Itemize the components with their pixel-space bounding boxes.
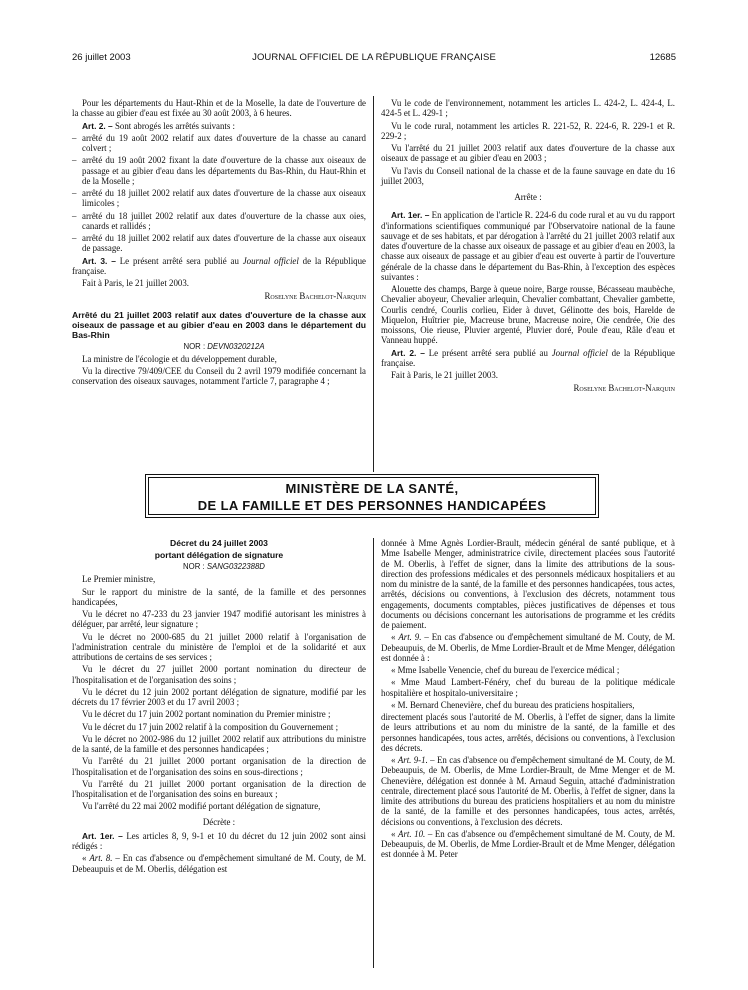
column-top-left — [72, 98, 366, 389]
list-item: – arrêté du 18 juillet 2002 relatif aux dates d'ouverture de la chasse aux oiseaux de passage. — [72, 233, 366, 254]
paragraph: Vu le décret du 17 juin 2002 relatif à la composition du Gouvernement ; — [82, 721, 339, 732]
signature: Roselyne Bachelot-Narquin — [264, 291, 366, 302]
article-label: Art. 1er. – — [82, 830, 123, 841]
article-text: – En cas d'absence ou d'empêchement simultané de M. Couty, de M. Debeaupuis, de M. Oberlis, de Mme Lordier-Brault et de Mme Menger, délégation est donnée à : — [381, 632, 676, 663]
journal-name: Journal officiel — [551, 347, 608, 358]
header-page-number: 12685 — [649, 52, 676, 63]
paragraph: Vu le décret no 2000-685 du 21 juillet 2000 relatif à l'organisation de l'administration centrale du ministère de l'emploi et de la solidarité et aux attributions de certains de ses services ; — [72, 631, 366, 662]
arrete-heading: Arrête : — [514, 192, 542, 202]
paragraph: Vu le décret du 17 juin 2002 portant nomination du Premier ministre ; — [82, 709, 331, 720]
column-divider-bottom — [373, 538, 374, 968]
article-label: Art. 9-1. — [397, 755, 428, 765]
paragraph: Pour les départements du Haut-Rhin et de la Moselle, la date de l'ouverture de la chasse au gibier d'eau est fixée au 30 août 2003, à 6 heures. — [72, 98, 366, 119]
quote-mark: « — [391, 632, 399, 643]
article-8 — [72, 853, 366, 874]
paragraph: donnée à Mme Agnès Lordier-Brault, médecin général de santé publique, et à Mme Isabelle Menger, administratrice civile, directement placées sous l'autorité de M. Oberlis, à l'effet de signer, dans la limite des attributions de la sous-direction des professions médicales et des personnels médicaux hospitaliers et au nom du ministre de la santé, de la famille et des personnes handicapées, tous actes, arrêtés, décisions ou conventions, à l'exclusion des décrets, notamment tous engagements, documents comptables, pièces justificatives de dépenses et tous documents ou décisions concernant les autorisations de programme et les crédits de paiement. — [381, 538, 676, 630]
nor-label: NOR : — [183, 341, 208, 351]
paragraph: « M. Bernard Chenevière, chef du bureau des praticiens hospitaliers, — [391, 699, 635, 710]
paragraph: « Mme Isabelle Venencie, chef du bureau de l'exercice médical ; — [391, 665, 620, 675]
article-label: Art. 3. – — [82, 255, 116, 266]
article-label: Art. 2. – — [82, 120, 113, 131]
paragraph: Sur le rapport du ministre de la santé, de la famille et des personnes handicapées, — [72, 586, 366, 607]
column-divider-top — [373, 96, 374, 472]
article-text: – En cas d'absence ou d'empêchement simultané de M. Couty, de M. Debeaupuis, de M. Oberlis, de Mme Lordier-Brault, de Mme Menger et de M. Chenevière, délégation est donnée à M. Arnaud Seguin, attaché d'administration centrale, directement placé sous l'autorité de M. Oberlis, à l'effet de signer, dans la limite des attributions du bureau des praticiens hospitaliers et au nom du ministre de la santé, de la famille et des personnes handicapées, tous actes, arrêtés, décisions ou conventions, à l'exclusion des décrets. — [381, 755, 676, 827]
article-9-1 — [381, 755, 675, 827]
paragraph: Vu le décret no 2002-986 du 12 juillet 2002 relatif aux attributions du ministre de la santé, de la famille et des personnes handicapées ; — [72, 733, 366, 754]
article-9 — [381, 632, 675, 663]
article-text: de la République française. — [72, 255, 366, 276]
header-journal-title: JOURNAL OFFICIEL DE LA RÉPUBLIQUE FRANÇAISE — [252, 52, 496, 63]
decrete-heading: Décrète : — [202, 816, 236, 827]
nor-reference — [72, 342, 366, 352]
paragraph: Vu l'avis du Conseil national de la chasse et de la faune sauvage en date du 16 juillet 2003, — [381, 165, 675, 186]
article-label: Art. 10. — [398, 828, 426, 839]
article-10 — [381, 829, 675, 860]
article-label: Art. 2. – — [391, 347, 425, 358]
article-label: Art. 8. — [89, 853, 113, 864]
list-item: – arrêté du 18 juillet 2002 relatif aux dates d'ouverture de la chasse aux oies, canards et rallidés ; — [72, 211, 366, 232]
article-text: Le présent arrêté sera publié au — [115, 255, 243, 266]
nor-label: NOR : — [183, 562, 207, 571]
article-text: – En cas d'absence ou d'empêchement simultané de M. Couty, de M. Debeaupuis, de M. Oberlis, de Mme Lordier-Brault et de Mme Menger, délégation est donnée à M. Peter — [381, 828, 676, 860]
column-bottom-left — [72, 538, 366, 876]
ministry-heading-box — [148, 477, 596, 515]
paragraph: Le Premier ministre, — [82, 574, 156, 585]
paragraph: Vu le décret du 12 juin 2002 portant délégation de signature, modifié par les décrets du 17 février 2003 et du 17 avril 2003 ; — [72, 686, 366, 707]
quote-mark: « — [82, 853, 90, 864]
fait-line: Fait à Paris, le 21 juillet 2003. — [82, 278, 189, 288]
article-1 — [72, 831, 366, 852]
nor-code: DEVN0320212A — [207, 341, 265, 351]
fait-line: Fait à Paris, le 21 juillet 2003. — [391, 370, 498, 380]
article-text: – En cas d'absence ou d'empêchement simultané de M. Couty, de M. Debeaupuis et de M. Oberlis, délégation est — [72, 853, 367, 874]
nor-reference — [72, 562, 366, 572]
quote-mark: « — [391, 828, 399, 839]
paragraph: Vu le décret du 27 juillet 2000 portant nomination du directeur de l'hospitalisation et de l'organisation des soins ; — [72, 664, 366, 685]
page-header — [72, 52, 676, 66]
article-text: En application de l'article R. 224-6 du code rural et au vu du rapport d'informations scientifiques communiqué par l'Observatoire national de la faune sauvage et de ses habitats, et par dérogation à l'arrêté du 21 juillet 2003 relatif aux dates d'ouverture de la chasse aux oiseaux de passage et au gibier d'eau en 2003, la chasse aux oiseaux de passage et au gibier d'eau est ouverte à partir de l'ouverture générale de la chasse dans le département du Bas-Rhin, à l'exception des espèces suivantes : — [381, 210, 675, 282]
paragraph: « Mme Maud Lambert-Fénéry, chef du bureau de la politique médicale hospitalière et hospitalo-universitaire ; — [381, 677, 675, 698]
ministry-line-2: DE LA FAMILLE ET DES PERSONNES HANDICAPÉES — [197, 498, 547, 513]
article-text: Le présent arrêté sera publié au — [424, 347, 552, 358]
article-label: Art. 1er. – — [391, 210, 430, 221]
signature: Roselyne Bachelot-Narquin — [573, 383, 675, 394]
article-label: Art. 9. — [398, 632, 422, 643]
paragraph: Vu le code rural, notamment les articles R. 221-52, R. 224-6, R. 229-1 et R. 229-2 ; — [381, 120, 675, 141]
column-top-right — [381, 98, 675, 396]
paragraph: Vu l'arrêté du 22 mai 2002 modifié portant délégation de signature, — [82, 801, 321, 812]
paragraph: Vu le code de l'environnement, notamment les articles L. 424-2, L. 424-4, L. 424-5 et L. 429-1 ; — [381, 98, 675, 119]
article-1 — [381, 210, 675, 282]
paragraph: Vu l'arrêté du 21 juillet 2000 portant organisation de la direction de l'hospitalisation et de l'organisation des soins en bureaux ; — [72, 778, 366, 799]
list-item: – arrêté du 19 août 2002 fixant la date d'ouverture de la chasse aux oiseaux de passage et au gibier d'eau dans les départements du Bas-Rhin, du Haut-Rhin et de la Moselle ; — [72, 155, 366, 186]
article-2 — [72, 121, 366, 131]
list-item: – arrêté du 19 août 2002 relatif aux dates d'ouverture de la chasse au canard colvert ; — [72, 133, 366, 154]
quote-mark: « — [391, 755, 398, 765]
article-text: Les articles 8, 9, 9-1 et 10 du décret du 12 juin 2002 sont ainsi rédigés : — [72, 830, 366, 851]
paragraph: Vu l'arrêté du 21 juillet 2000 portant organisation de la direction de l'hospitalisation et de l'organisation des soins en sous-directions ; — [72, 756, 366, 777]
species-list: Alouette des champs, Barge à queue noire, Barge rousse, Bécasseau maubèche, Chevalier aboyeur, Chevalier arlequin, Chevalier combattant, Chevalier gambette, Courlis cendré, Courlis corlieu, Eider à duvet, Gélinotte des bois, Harelde de Miquelon, Huîtrier pie, Macreuse brune, Macreuse noire, Oie cendrée, Oie des moissons, Oie rieuse, Pluvier argenté, Pluvier doré, Poule d'eau, Râle d'eau et Vanneau huppé. — [381, 284, 675, 346]
list-item: – arrêté du 18 juillet 2002 relatif aux dates d'ouverture de la chasse aux oiseaux limicoles ; — [72, 188, 366, 209]
header-date: 26 juillet 2003 — [72, 52, 131, 63]
article-2 — [381, 348, 675, 369]
ministry-line-1: MINISTÈRE DE LA SANTÉ, — [285, 481, 459, 496]
nor-code: SANG0322388D — [206, 562, 265, 571]
article-text: Sont abrogés les arrêtés suivants : — [112, 120, 235, 131]
decree-title-line-1: Décret du 24 juillet 2003 — [170, 538, 268, 548]
paragraph: Vu l'arrêté du 21 juillet 2003 relatif aux dates d'ouverture de la chasse aux oiseaux de passage et au gibier d'eau en 2003 ; — [381, 143, 675, 164]
paragraph: Vu le décret no 47-233 du 23 janvier 1947 modifié autorisant les ministres à déléguer, par arrêté, leur signature ; — [72, 609, 366, 630]
arrete-title: Arrêté du 21 juillet 2003 relatif aux dates d'ouverture de la chasse aux oiseaux de passage et au gibier d'eau en 2003 dans le département du Bas-Rhin — [72, 309, 366, 340]
journal-name: Journal officiel — [242, 255, 299, 266]
paragraph: directement placés sous l'autorité de M. Oberlis, à l'effet de signer, dans la limite de leurs attributions et au nom du ministre de la santé, de la famille et des personnes handicapées, tous actes, arrêtés, décisions ou conventions, à l'exclusion des décrets. — [381, 712, 675, 753]
paragraph: Vu la directive 79/409/CEE du Conseil du 2 avril 1979 modifiée concernant la conservation des oiseaux sauvages, notamment l'article 7, paragraphe 4 ; — [72, 366, 366, 387]
paragraph: La ministre de l'écologie et du développement durable, — [82, 353, 277, 364]
article-3 — [72, 256, 366, 277]
column-bottom-right — [381, 538, 675, 862]
decree-title-line-2: portant délégation de signature — [154, 550, 284, 560]
article-text: de la République française. — [381, 347, 675, 368]
